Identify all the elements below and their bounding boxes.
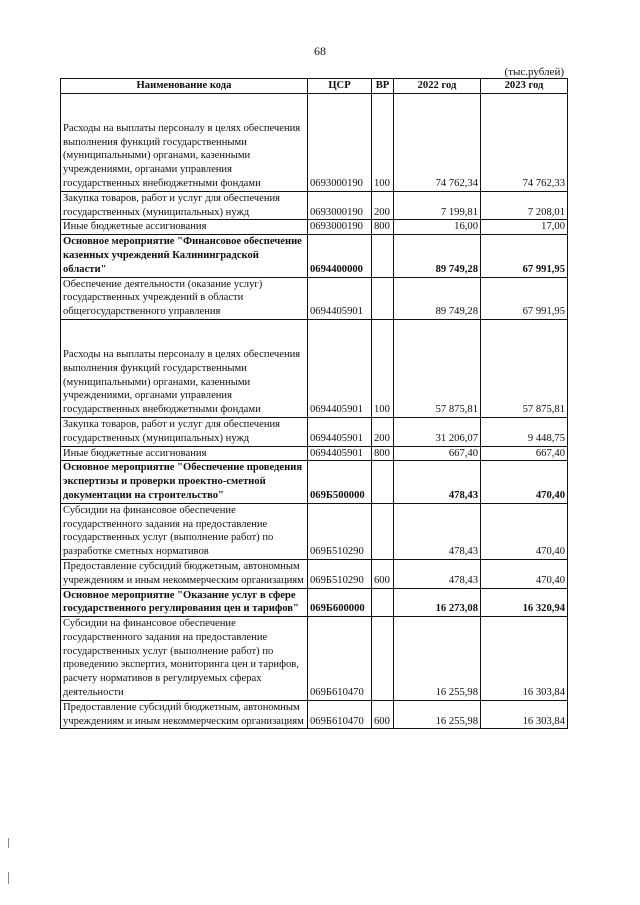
row-2022-cell: 7 199,81 [394, 191, 481, 220]
row-2023-cell: 470,40 [481, 503, 568, 559]
row-csr-cell: 0693000190 [308, 191, 372, 220]
row-csr-cell: 0693000190 [308, 220, 372, 235]
table-row [61, 446, 568, 461]
budget-table [60, 78, 568, 729]
row-name-cell: Расходы на выплаты персоналу в целях обеспечения выполнения функций государственными (муниципальными) органами, казенными учреждениями, органами управления государственных внебюджетными фондами [61, 93, 308, 191]
table-row [61, 559, 568, 588]
row-vr-cell [372, 277, 394, 319]
row-2022-cell: 31 206,07 [394, 417, 481, 446]
table-row [61, 220, 568, 235]
row-vr-cell: 200 [372, 191, 394, 220]
row-2022-cell: 16 255,98 [394, 617, 481, 701]
row-csr-cell: 0694405901 [308, 277, 372, 319]
table-row [61, 700, 568, 729]
row-csr-cell: 069Б510290 [308, 503, 372, 559]
row-csr-cell: 069Б600000 [308, 588, 372, 617]
row-vr-cell [372, 235, 394, 277]
header-csr: ЦСР [308, 79, 372, 94]
row-2023-cell: 16 320,94 [481, 588, 568, 617]
row-2022-cell: 16 255,98 [394, 700, 481, 729]
table-row [61, 588, 568, 617]
table-row [61, 617, 568, 701]
table-header-row [61, 79, 568, 94]
row-2023-cell: 74 762,33 [481, 93, 568, 191]
row-name-cell: Предоставление субсидий бюджетным, автономным учреждениям и иным некоммерческим организациям [61, 700, 308, 729]
row-csr-cell: 069Б500000 [308, 461, 372, 503]
row-name-cell: Основное мероприятие "Финансовое обеспечение казенных учреждений Калининградской области" [61, 235, 308, 277]
row-2022-cell: 16 273,08 [394, 588, 481, 617]
header-year-2023: 2023 год [481, 79, 568, 94]
row-2023-cell: 67 991,95 [481, 277, 568, 319]
table-body [61, 93, 568, 729]
row-name-cell: Обеспечение деятельности (оказание услуг) государственных учреждений в области общегосударственного управления [61, 277, 308, 319]
row-vr-cell [372, 503, 394, 559]
row-2022-cell: 89 749,28 [394, 277, 481, 319]
row-name-cell: Субсидии на финансовое обеспечение государственного задания на предоставление государственных услуг (выполнение работ) по проведению экспертиз, мониторинга цен и тарифов, расчету нормативов в регулируемых сферах деятельности [61, 617, 308, 701]
row-name-cell: Основное мероприятие "Оказание услуг в сфере государственного регулирования цен и тарифов" [61, 588, 308, 617]
row-2023-cell: 667,40 [481, 446, 568, 461]
row-name-cell: Закупка товаров, работ и услуг для обеспечения государственных (муниципальных) нужд [61, 417, 308, 446]
row-2023-cell: 17,00 [481, 220, 568, 235]
row-2023-cell: 470,40 [481, 559, 568, 588]
header-vr: ВР [372, 79, 394, 94]
row-vr-cell: 800 [372, 220, 394, 235]
row-csr-cell: 0694400000 [308, 235, 372, 277]
row-csr-cell: 069Б510290 [308, 559, 372, 588]
row-2022-cell: 89 749,28 [394, 235, 481, 277]
row-name-cell: Иные бюджетные ассигнования [61, 446, 308, 461]
row-2022-cell: 74 762,34 [394, 93, 481, 191]
row-2023-cell: 470,40 [481, 461, 568, 503]
table-row [61, 93, 568, 191]
row-2023-cell: 7 208,01 [481, 191, 568, 220]
row-csr-cell: 0694405901 [308, 446, 372, 461]
row-csr-cell: 0694405901 [308, 417, 372, 446]
header-year-2022: 2022 год [394, 79, 481, 94]
row-name-cell: Предоставление субсидий бюджетным, автономным учреждениям и иным некоммерческим организациям [61, 559, 308, 588]
row-name-cell: Расходы на выплаты персоналу в целях обеспечения выполнения функций государственными (муниципальными) органами, казенными учреждениями, органами управления государственных внебюджетными фондами [61, 319, 308, 417]
row-csr-cell: 069Б610470 [308, 700, 372, 729]
row-name-cell: Субсидии на финансовое обеспечение государственного задания на предоставление государственных услуг (выполнение работ) по разработке сметных нормативов [61, 503, 308, 559]
row-2023-cell: 9 448,75 [481, 417, 568, 446]
row-2023-cell: 67 991,95 [481, 235, 568, 277]
row-2022-cell: 478,43 [394, 559, 481, 588]
row-vr-cell: 600 [372, 700, 394, 729]
row-2022-cell: 16,00 [394, 220, 481, 235]
row-2023-cell: 57 875,81 [481, 319, 568, 417]
row-2022-cell: 478,43 [394, 503, 481, 559]
row-name-cell: Иные бюджетные ассигнования [61, 220, 308, 235]
row-2022-cell: 57 875,81 [394, 319, 481, 417]
row-2022-cell: 478,43 [394, 461, 481, 503]
row-vr-cell: 100 [372, 319, 394, 417]
row-vr-cell [372, 588, 394, 617]
row-vr-cell: 200 [372, 417, 394, 446]
table-row [61, 503, 568, 559]
row-vr-cell [372, 617, 394, 701]
row-vr-cell: 800 [372, 446, 394, 461]
row-vr-cell: 100 [372, 93, 394, 191]
row-2022-cell: 667,40 [394, 446, 481, 461]
row-csr-cell: 0694405901 [308, 319, 372, 417]
row-name-cell: Основное мероприятие "Обеспечение проведения экспертизы и проверки проектно-сметной документации на строительство" [61, 461, 308, 503]
header-name: Наименование кода [61, 79, 308, 94]
margin-mark [8, 838, 9, 848]
page-number: 68 [314, 44, 326, 58]
units-label: (тыс.рублей) [504, 66, 564, 78]
row-2023-cell: 16 303,84 [481, 617, 568, 701]
table-row [61, 235, 568, 277]
row-csr-cell: 0693000190 [308, 93, 372, 191]
row-vr-cell: 600 [372, 559, 394, 588]
table-row [61, 417, 568, 446]
table-row [61, 319, 568, 417]
table-row [61, 461, 568, 503]
row-2023-cell: 16 303,84 [481, 700, 568, 729]
row-csr-cell: 069Б610470 [308, 617, 372, 701]
table-row [61, 191, 568, 220]
row-vr-cell [372, 461, 394, 503]
table-row [61, 277, 568, 319]
row-name-cell: Закупка товаров, работ и услуг для обеспечения государственных (муниципальных) нужд [61, 191, 308, 220]
margin-mark [8, 872, 9, 884]
